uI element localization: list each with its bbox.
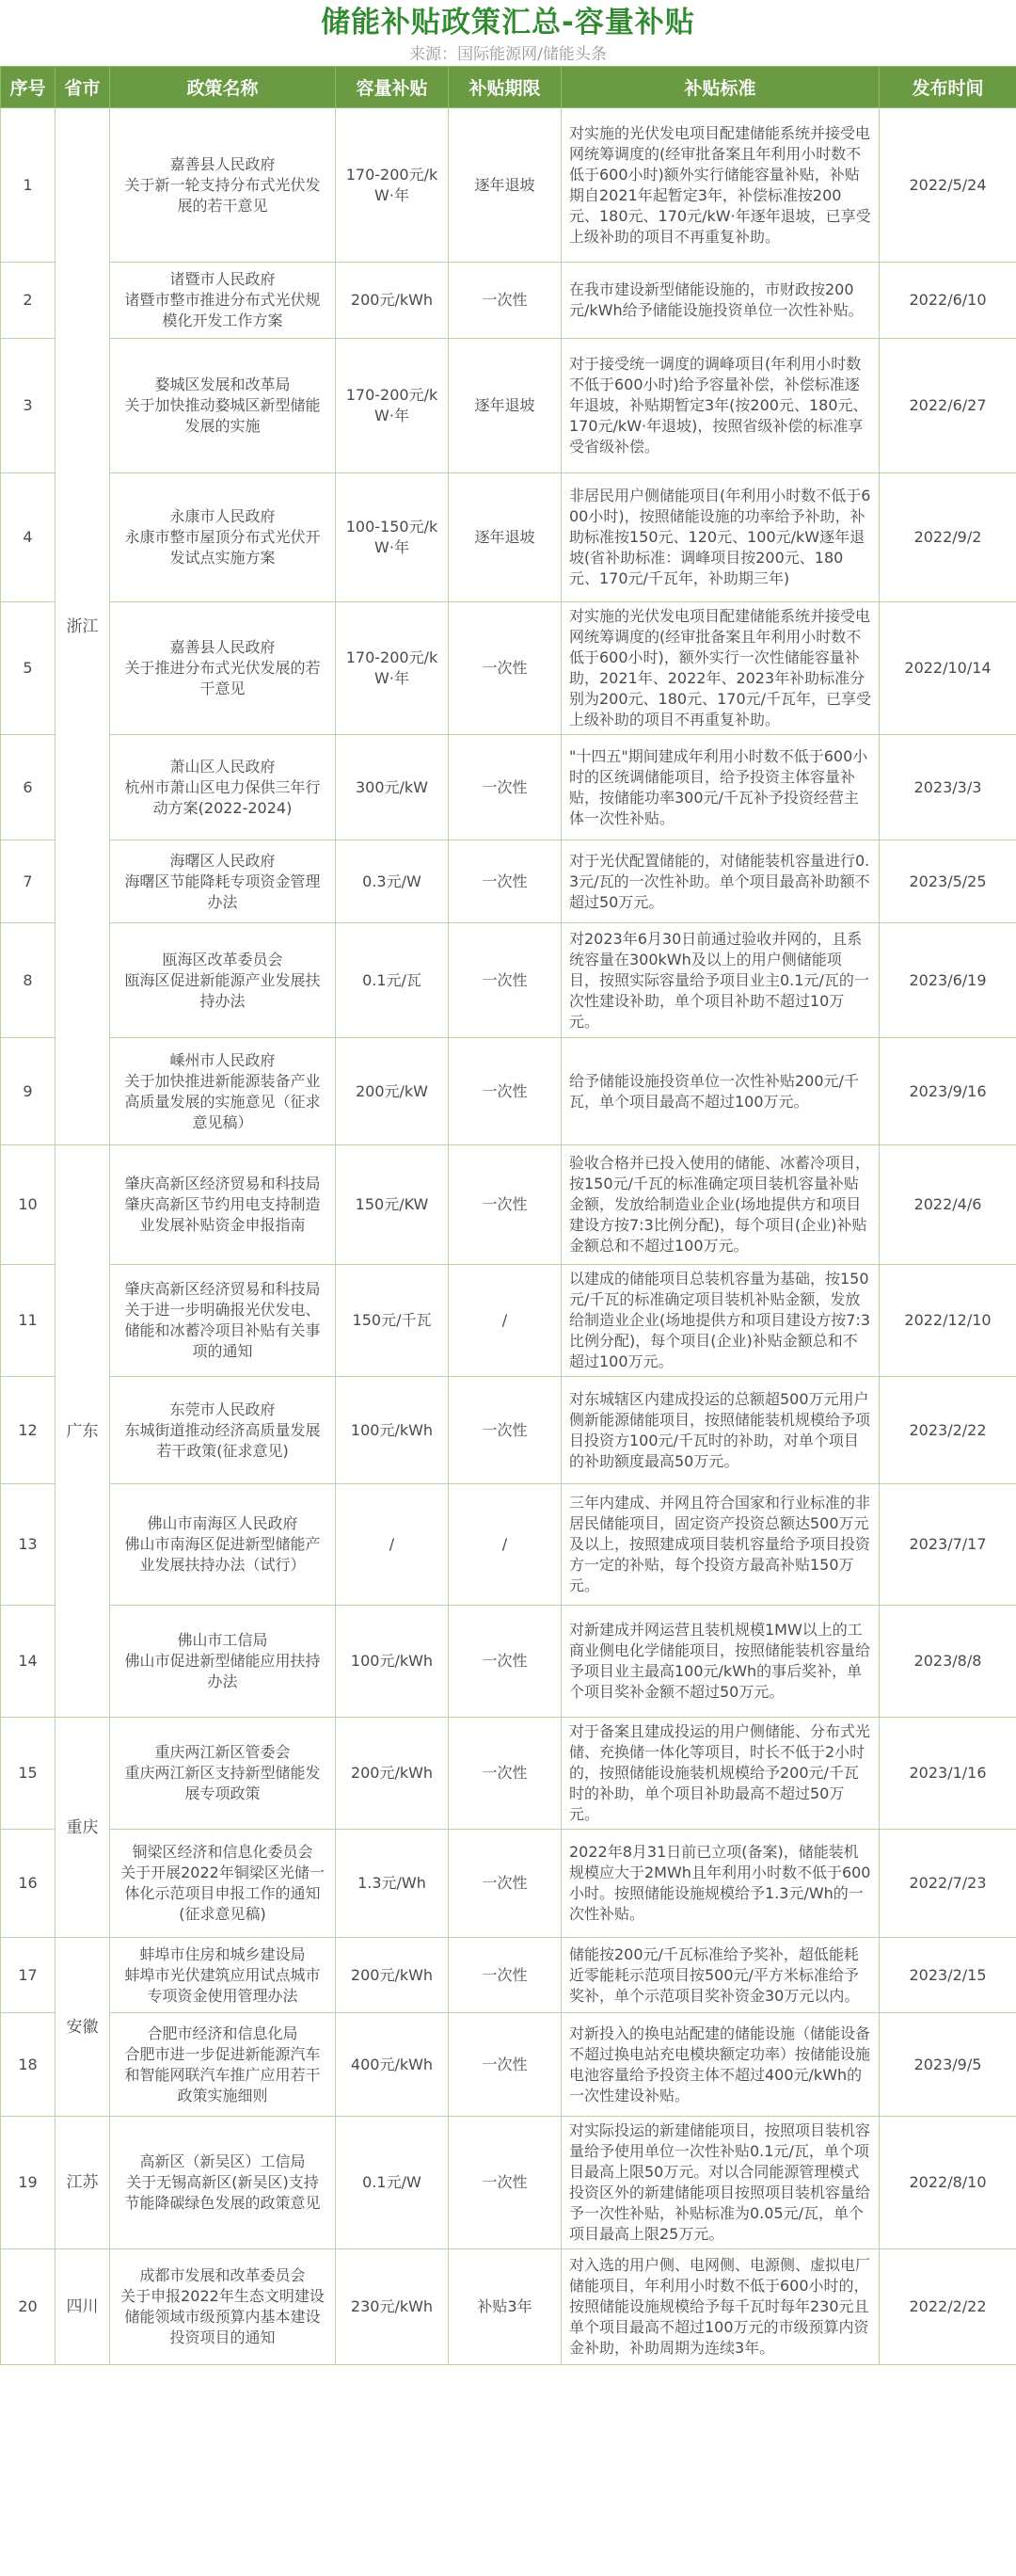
policy-name	[110, 263, 336, 339]
subsidy-period: 一次性	[449, 923, 562, 1038]
policy-name	[110, 1718, 336, 1830]
publish-date: 2023/2/15	[880, 1938, 1016, 2013]
subsidy-amount: 100元/kWh	[336, 1377, 449, 1484]
row-no: 7	[1, 840, 56, 923]
table-row	[1, 2249, 1016, 2365]
subsidy-standard: 三年内建成、并网且符合国家和行业标准的非居民储能项目，固定资产投资总额达500万元及以上，按照建成项目装机容量给予项目投资方一定的补贴，每个投资方最高补贴150万元。	[562, 1484, 880, 1606]
subsidy-standard: "十四五"期间建成年利用小时数不低于600小时的区统调储能项目，给予投资主体容量补贴，按储能功率300元/千瓦补予投资经营主体一次性补贴。	[562, 735, 880, 840]
subsidy-standard: 对2023年6月30日前通过验收并网的，且系统容量在300kWh及以上的用户侧储能项目，按照实际容量给予项目业主0.1元/瓦的一次性建设补助，单个项目补助不超过10万元。	[562, 923, 880, 1038]
subsidy-amount: 200元/kW	[336, 1038, 449, 1145]
policy-issuer: 蚌埠市住房和城乡建设局	[139, 1944, 306, 1963]
policy-title: 关于开展2022年铜梁区光储一体化示范项目申报工作的通知(征求意见稿)	[120, 1864, 325, 1923]
table-row	[1, 1038, 1016, 1145]
policy-issuer: 肇庆高新区经济贸易和科技局	[124, 1280, 321, 1298]
header-date: 发布时间	[880, 67, 1016, 108]
subsidy-period: 一次性	[449, 602, 562, 735]
policy-title: 关于新一轮支持分布式光伏发展的若干意见	[124, 175, 321, 215]
table-row	[1, 1377, 1016, 1484]
subsidy-standard: 对于光伏配置储能的，对储能装机容量进行0.3元/瓦的一次性补助。单个项目最高补助额不超过50万元。	[562, 840, 880, 923]
subsidy-period: 一次性	[449, 1377, 562, 1484]
subsidy-standard: 对于备案且建成投运的用户侧储能、分布式光储、充换储一体化等项目，时长不低于2小时的，按照储能设施装机规模给予200元/千瓦时的补助，单个项目补助最高不超过50万元。	[562, 1718, 880, 1830]
row-no: 16	[1, 1830, 56, 1938]
subsidy-period: 一次性	[449, 263, 562, 339]
policy-name	[110, 1606, 336, 1718]
table-row	[1, 473, 1016, 602]
policy-title: 肇庆高新区节约用电支持制造业发展补贴资金申报指南	[124, 1195, 321, 1234]
subsidy-period: 一次性	[449, 1038, 562, 1145]
table-row	[1, 735, 1016, 840]
publish-date: 2023/3/3	[880, 735, 1016, 840]
table-row	[1, 263, 1016, 339]
subsidy-period: 一次性	[449, 840, 562, 923]
subsidy-amount: 170-200元/kW·年	[336, 108, 449, 263]
policy-issuer: 萧山区人民政府	[169, 757, 276, 776]
row-no: 15	[1, 1718, 56, 1830]
province-cell: 安徽	[56, 1938, 110, 2117]
publish-date: 2022/10/14	[880, 602, 1016, 735]
policy-issuer: 佛山市南海区人民政府	[147, 1514, 298, 1532]
header-period: 补贴期限	[449, 67, 562, 108]
policy-name	[110, 1038, 336, 1145]
policy-issuer: 佛山市工信局	[177, 1631, 268, 1649]
policy-name	[110, 108, 336, 263]
subsidy-standard: 对实施的光伏发电项目配建储能系统并接受电网统筹调度的(经审批备案且年利用小时数不低于600小时)额外实行储能容量补贴，补贴期自2021年起暂定3年，补偿标准按200元、180元、170元/kW·年逐年退坡，已享受上级补助的项目不再重复补助。	[562, 108, 880, 263]
policy-title: 重庆两江新区支持新型储能发展专项政策	[124, 1764, 321, 1802]
policy-name	[110, 735, 336, 840]
subsidy-standard: 对新投入的换电站配建的储能设施（储能设备不超过换电站充电模块额定功率）按储能设施电池容量给予投资主体不超过400元/kWh的一次性建设补贴。	[562, 2013, 880, 2117]
policy-issuer: 诸暨市人民政府	[169, 270, 276, 288]
publish-date: 2023/1/16	[880, 1718, 1016, 1830]
subsidy-standard: 2022年8月31日前已立项(备案)，储能装机规模应大于2MWh且年利用小时数不低于600小时。按照储能设施规模给予1.3元/Wh的一次性补贴。	[562, 1830, 880, 1938]
subsidy-amount: /	[336, 1484, 449, 1606]
province-cell: 重庆	[56, 1718, 110, 1938]
policy-title: 佛山市南海区促进新型储能产业发展扶持办法（试行）	[124, 1535, 321, 1574]
subsidy-amount: 150元/KW	[336, 1145, 449, 1265]
row-no: 4	[1, 473, 56, 602]
table-row	[1, 1938, 1016, 2013]
subsidy-period: /	[449, 1265, 562, 1377]
row-no: 6	[1, 735, 56, 840]
publish-date: 2023/5/25	[880, 840, 1016, 923]
row-no: 3	[1, 339, 56, 473]
subsidy-amount: 170-200元/kW·年	[336, 339, 449, 473]
subsidy-amount: 300元/kW	[336, 735, 449, 840]
header-standard: 补贴标准	[562, 67, 880, 108]
subsidy-amount: 200元/kWh	[336, 1938, 449, 2013]
policy-issuer: 肇庆高新区经济贸易和科技局	[124, 1175, 321, 1192]
policy-name	[110, 602, 336, 735]
subsidy-amount: 0.1元/W	[336, 2117, 449, 2249]
subsidy-standard: 给予储能设施投资单位一次性补贴200元/千瓦，单个项目最高不超过100万元。	[562, 1038, 880, 1145]
policy-title: 佛山市促进新型储能应用扶持办法	[124, 1652, 321, 1690]
policy-name	[110, 1265, 336, 1377]
row-no: 8	[1, 923, 56, 1038]
policy-table	[0, 66, 1016, 2365]
row-no: 17	[1, 1938, 56, 2013]
subsidy-standard: 储能按200元/千瓦标准给予奖补，超低能耗近零能耗示范项目按500元/平方米标准给予奖补，单个示范项目奖补资金30万元以内。	[562, 1938, 880, 2013]
publish-date: 2022/5/24	[880, 108, 1016, 263]
policy-issuer: 婺城区发展和改革局	[154, 376, 291, 393]
policy-issuer: 嘉善县人民政府	[169, 638, 276, 656]
publish-date: 2023/2/22	[880, 1377, 1016, 1484]
policy-name	[110, 2013, 336, 2117]
publish-date: 2023/9/5	[880, 2013, 1016, 2117]
publish-date: 2022/4/6	[880, 1145, 1016, 1265]
table-row	[1, 840, 1016, 923]
header-subsidy: 容量补贴	[336, 67, 449, 108]
table-row	[1, 339, 1016, 473]
policy-issuer: 东莞市人民政府	[169, 1400, 276, 1418]
policy-issuer: 嵊州市人民政府	[169, 1050, 276, 1069]
policy-issuer: 高新区（新吴区）工信局	[139, 2152, 306, 2170]
policy-title: 关于推进分布式光伏发展的若干意见	[124, 659, 321, 697]
policy-title: 关于加快推进新能源装备产业高质量发展的实施意见（征求意见稿）	[124, 1071, 321, 1131]
publish-date: 2022/6/27	[880, 339, 1016, 473]
row-no: 14	[1, 1606, 56, 1718]
table-row	[1, 1145, 1016, 1265]
policy-issuer: 永康市人民政府	[169, 507, 276, 525]
table-row	[1, 108, 1016, 263]
table-row	[1, 2117, 1016, 2249]
row-no: 5	[1, 602, 56, 735]
policy-title: 东城街道推动经济高质量发展若干政策(征求意见)	[124, 1420, 321, 1460]
policy-name	[110, 1145, 336, 1265]
subsidy-period: 一次性	[449, 1606, 562, 1718]
subsidy-period: 一次性	[449, 1718, 562, 1830]
subsidy-amount: 200元/kWh	[336, 1718, 449, 1830]
policy-issuer: 瓯海区改革委员会	[162, 950, 283, 968]
row-no: 1	[1, 108, 56, 263]
subsidy-amount: 200元/kWh	[336, 263, 449, 339]
subsidy-standard: 对实际投运的新建储能项目，按照项目装机容量给予使用单位一次性补贴0.1元/瓦，单个项目最高上限50万元。对以合同能源管理模式投资区外的新建储能项目按照项目装机容量给予一次性补贴，补贴标准为0.05元/瓦，单个项目最高上限25万元。	[562, 2117, 880, 2249]
subsidy-standard: 对实施的光伏发电项目配建储能系统并接受电网统筹调度的(经审批备案且年利用小时数不低于600小时)，额外实行一次性储能容量补助，2021年、2022年、2023年补助标准分别为200元、180元、170元/千瓦年，已享受上级补助的项目不再重复补助。	[562, 602, 880, 735]
policy-title: 瓯海区促进新能源产业发展扶持办法	[124, 970, 321, 1010]
subsidy-period: 一次性	[449, 2117, 562, 2249]
row-no: 18	[1, 2013, 56, 2117]
row-no: 10	[1, 1145, 56, 1265]
subsidy-standard: 对东城辖区内建成投运的总额超500万元用户侧新能源储能项目，按照储能装机规模给予项目投资方100元/千瓦时的补助，对单个项目的补助额度最高50万元。	[562, 1377, 880, 1484]
header-province: 省市	[56, 67, 110, 108]
province-cell: 广东	[56, 1145, 110, 1718]
table-row	[1, 1606, 1016, 1718]
subsidy-period: 逐年退坡	[449, 108, 562, 263]
row-no: 20	[1, 2249, 56, 2365]
policy-title: 蚌埠市光伏建筑应用试点城市专项资金使用管理办法	[124, 1965, 321, 2005]
publish-date: 2023/6/19	[880, 923, 1016, 1038]
subsidy-period: 逐年退坡	[449, 473, 562, 602]
subsidy-amount: 0.3元/W	[336, 840, 449, 923]
policy-title: 关于无锡高新区(新吴区)支持节能降碳绿色发展的政策意见	[124, 2173, 321, 2212]
subsidy-standard: 在我市建设新型储能设施的，市财政按200元/kWh给予储能设施投资单位一次性补贴。	[562, 263, 880, 339]
subsidy-period: 一次性	[449, 1830, 562, 1938]
source-note: 来源：国际能源网/储能头条	[409, 45, 607, 64]
policy-title: 海曙区节能降耗专项资金管理办法	[124, 872, 321, 911]
subsidy-period: 一次性	[449, 1145, 562, 1265]
header-no: 序号	[1, 67, 56, 108]
row-no: 13	[1, 1484, 56, 1606]
policy-name	[110, 1377, 336, 1484]
subsidy-standard: 以建成的储能项目总装机容量为基础，按150元/千瓦的标准确定项目装机补贴金额，发放给制造业企业(场地提供方和项目建设方按7:3比例分配)，每个项目(企业)补贴金额总和不超过100万元。	[562, 1265, 880, 1377]
policy-issuer: 海曙区人民政府	[169, 851, 276, 870]
publish-date: 2022/12/10	[880, 1265, 1016, 1377]
row-no: 19	[1, 2117, 56, 2249]
table-row	[1, 923, 1016, 1038]
subsidy-amount: 170-200元/kW·年	[336, 602, 449, 735]
table-row	[1, 602, 1016, 735]
policy-title: 合肥市进一步促进新能源汽车和智能网联汽车推广应用若干政策实施细则	[124, 2044, 321, 2104]
publish-date: 2023/7/17	[880, 1484, 1016, 1606]
subsidy-standard: 对于接受统一调度的调峰项目(年利用小时数不低于600小时)给予容量补偿，补偿标准逐年退坡，补贴期暂定3年(按200元、180元、170元/kW·年退坡)，按照省级补偿的标准享受省级补偿。	[562, 339, 880, 473]
table-row	[1, 1265, 1016, 1377]
subsidy-period: 一次性	[449, 1938, 562, 2013]
table-header-row	[1, 67, 1016, 108]
province-cell: 四川	[56, 2249, 110, 2365]
policy-name	[110, 1830, 336, 1938]
subsidy-amount: 230元/kWh	[336, 2249, 449, 2365]
publish-date: 2022/7/23	[880, 1830, 1016, 1938]
subsidy-standard: 验收合格并已投入使用的储能、冰蓄冷项目，按150元/千瓦的标准确定项目装机容量补贴金额，发放给制造业企业(场地提供方和项目建设方按7:3比例分配)，每个项目(企业)补贴金额总和不超过100万元。	[562, 1145, 880, 1265]
publish-date: 2022/6/10	[880, 263, 1016, 339]
policy-issuer: 成都市发展和改革委员会	[139, 2266, 306, 2284]
row-no: 11	[1, 1265, 56, 1377]
publish-date: 2022/8/10	[880, 2117, 1016, 2249]
row-no: 12	[1, 1377, 56, 1484]
table-row	[1, 1830, 1016, 1938]
row-no: 2	[1, 263, 56, 339]
province-cell: 浙江	[56, 108, 110, 1145]
policy-name	[110, 1484, 336, 1606]
subsidy-standard: 对入选的用户侧、电网侧、电源侧、虚拟电厂储能项目，年利用小时数不低于600小时的，按照储能设施规模给予每千瓦时每年230元且单个项目最高不超过100万元的市级预算内资金补助，补助周期为连续3年。	[562, 2249, 880, 2365]
policy-name	[110, 923, 336, 1038]
table-row	[1, 1484, 1016, 1606]
table-row	[1, 2013, 1016, 2117]
subsidy-standard: 非居民用户侧储能项目(年利用小时数不低于600小时)，按照储能设施的功率给予补助，补助标准按150元、120元、100元/kW逐年退坡(省补助标准：调峰项目按200元、180元、170元/千瓦年，补助期三年)	[562, 473, 880, 602]
policy-title: 关于申报2022年生态文明建设储能领域市级预算内基本建设投资项目的通知	[120, 2287, 325, 2346]
policy-title: 诸暨市整市推进分布式光伏规模化开发工作方案	[124, 291, 321, 329]
subsidy-amount: 100-150元/kW·年	[336, 473, 449, 602]
subsidy-amount: 100元/kWh	[336, 1606, 449, 1718]
policy-name	[110, 1938, 336, 2013]
publish-date: 2022/2/22	[880, 2249, 1016, 2365]
subsidy-period: 一次性	[449, 2013, 562, 2117]
policy-title: 永康市整市屋顶分布式光伏开发试点实施方案	[124, 528, 321, 567]
header-policy: 政策名称	[110, 67, 336, 108]
subsidy-period: 一次性	[449, 735, 562, 840]
policy-name	[110, 840, 336, 923]
policy-title: 杭州市萧山区电力保供三年行动方案(2022-2024)	[124, 777, 321, 817]
policy-name	[110, 2117, 336, 2249]
subsidy-amount: 0.1元/瓦	[336, 923, 449, 1038]
publish-date: 2023/8/8	[880, 1606, 1016, 1718]
policy-issuer: 嘉善县人民政府	[169, 154, 276, 173]
policy-issuer: 铜梁区经济和信息化委员会	[132, 1843, 313, 1861]
table-row	[1, 1718, 1016, 1830]
policy-name	[110, 2249, 336, 2365]
publish-date: 2023/9/16	[880, 1038, 1016, 1145]
subsidy-standard: 对新建成并网运营且装机规模1MW以上的工商业侧电化学储能项目，按照储能装机容量给予项目业主最高100元/kWh的事后奖补，单个项目奖补金额不超过50万元。	[562, 1606, 880, 1718]
policy-name	[110, 339, 336, 473]
policy-issuer: 重庆两江新区管委会	[154, 1743, 291, 1761]
row-no: 9	[1, 1038, 56, 1145]
province-cell: 江苏	[56, 2117, 110, 2249]
policy-issuer: 合肥市经济和信息化局	[147, 2024, 298, 2042]
subsidy-amount: 150元/千瓦	[336, 1265, 449, 1377]
subsidy-period: 逐年退坡	[449, 339, 562, 473]
publish-date: 2022/9/2	[880, 473, 1016, 602]
subsidy-amount: 1.3元/Wh	[336, 1830, 449, 1938]
page-title: 储能补贴政策汇总-容量补贴	[321, 6, 695, 40]
policy-title: 关于加快推动婺城区新型储能发展的实施	[124, 396, 321, 435]
subsidy-period: 补贴3年	[449, 2249, 562, 2365]
subsidy-period: /	[449, 1484, 562, 1606]
policy-title: 关于进一步明确报光伏发电、储能和冰蓄冷项目补贴有关事项的通知	[124, 1301, 321, 1360]
subsidy-amount: 400元/kWh	[336, 2013, 449, 2117]
policy-name	[110, 473, 336, 602]
